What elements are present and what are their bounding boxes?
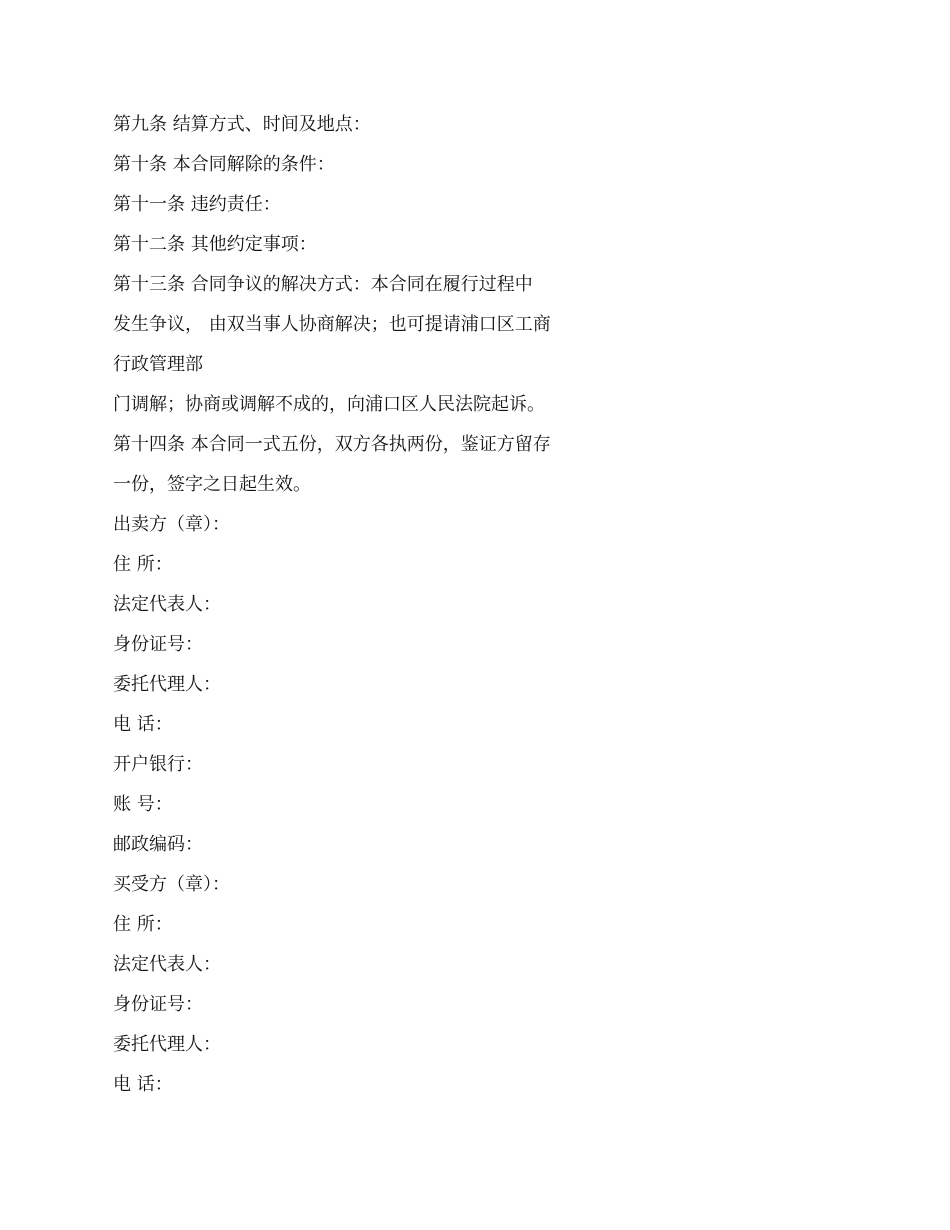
clause-13-dispute-line-1: 第十三条 合同争议的解决方式：本合同在履行过程中 (113, 274, 533, 295)
buyer-seal-label: 买受方（章）： (113, 874, 230, 895)
seller-legal-rep-label: 法定代表人： (113, 594, 221, 615)
clause-10-termination: 第十条 本合同解除的条件： (113, 154, 335, 175)
buyer-agent-label: 委托代理人： (113, 1034, 221, 1055)
clause-9-settlement: 第九条 结算方式、时间及地点： (113, 114, 371, 135)
clause-13-dispute-line-4: 门调解；协商或调解不成的，向浦口区人民法院起诉。 (113, 394, 545, 415)
seller-postcode-label: 邮政编码： (113, 834, 203, 855)
buyer-id-number-label: 身份证号： (113, 994, 203, 1015)
clause-13-dispute-line-3: 行政管理部 (113, 354, 203, 375)
clause-14-copies-line-1: 第十四条 本合同一式五份，双方各执两份，鉴证方留存 (113, 434, 551, 455)
seller-phone-label: 电 话： (113, 714, 173, 735)
seller-seal-label: 出卖方（章）： (113, 514, 230, 535)
clause-14-copies-line-2: 一份，签字之日起生效。 (113, 474, 311, 495)
document-body (113, 110, 593, 1110)
seller-account-label: 账 号： (113, 794, 173, 815)
clause-13-dispute-line-2: 发生争议， 由双当事人协商解决；也可提请浦口区工商 (113, 314, 551, 335)
seller-agent-label: 委托代理人： (113, 674, 221, 695)
seller-address-label: 住 所： (113, 554, 173, 575)
buyer-address-label: 住 所： (113, 914, 173, 935)
buyer-legal-rep-label: 法定代表人： (113, 954, 221, 975)
seller-id-number-label: 身份证号： (113, 634, 203, 655)
clause-12-other-matters: 第十二条 其他约定事项： (113, 234, 317, 255)
seller-bank-label: 开户银行： (113, 754, 203, 775)
clause-11-liability: 第十一条 违约责任： (113, 194, 281, 215)
buyer-phone-label: 电 话： (113, 1074, 173, 1095)
